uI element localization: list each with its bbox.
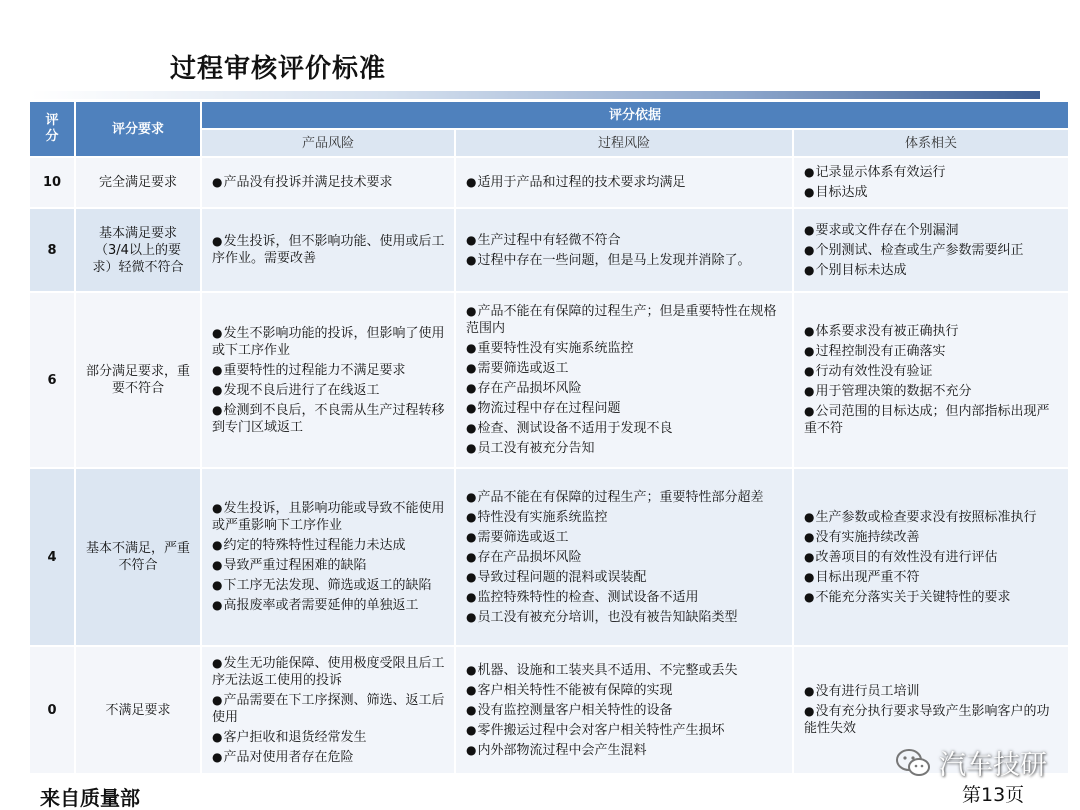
bullet-text: 改善项目的有效性没有进行评估 <box>815 549 998 565</box>
list-item <box>212 729 446 746</box>
requirement-cell: 基本满足要求（3/4以上的要求）轻微不符合 <box>75 208 201 292</box>
score-cell: 10 <box>29 157 75 208</box>
bullet-text: 检查、测试设备不适用于发现不良 <box>477 421 673 436</box>
list-item <box>804 589 1060 606</box>
bullet-text: 高报废率或者需要延伸的单独返工 <box>223 598 419 613</box>
system-bullet-list <box>804 683 1060 737</box>
process-bullet-list <box>466 232 784 269</box>
bullet-icon: ● <box>804 684 815 698</box>
bullet-icon: ● <box>804 262 815 277</box>
bullet-icon: ● <box>466 304 477 318</box>
score-cell: 0 <box>29 646 75 774</box>
bullet-icon: ● <box>804 242 815 257</box>
system-risk-cell <box>793 292 1069 468</box>
bullet-text: 体系要求没有被正确执行 <box>815 324 959 339</box>
header-basis: 评分依据 <box>201 101 1069 129</box>
process-risk-cell <box>455 468 793 646</box>
bullet-icon: ● <box>804 185 815 199</box>
system-risk-cell <box>793 468 1069 646</box>
bullet-icon: ● <box>466 682 477 697</box>
bullet-icon: ● <box>804 529 815 544</box>
bullet-text: 产品不能在有保障的过程生产；但是重要特性在规格范围内 <box>466 304 777 336</box>
header-score: 评分 <box>29 101 75 157</box>
bullet-text: 没有进行员工培训 <box>815 684 920 699</box>
bullet-text: 没有实施持续改善 <box>815 529 920 545</box>
list-item <box>212 597 446 614</box>
bullet-text: 导致过程问题的混料或误装配 <box>477 569 647 585</box>
bullet-icon: ● <box>804 384 815 398</box>
header-requirement: 评分要求 <box>75 101 201 157</box>
bullet-text: 员工没有被充分培训，也没有被告知缺陷类型 <box>477 609 738 625</box>
bullet-icon: ● <box>466 742 477 757</box>
process-bullet-list <box>466 489 784 626</box>
list-item <box>804 569 1060 586</box>
list-item <box>466 702 784 719</box>
list-item <box>212 402 446 436</box>
list-item <box>804 262 1060 279</box>
list-item <box>804 529 1060 546</box>
list-item <box>466 400 784 417</box>
bullet-text: 零件搬运过程中会对客户相关特性产生损坏 <box>477 722 725 738</box>
bullet-icon: ● <box>212 729 223 744</box>
bullet-icon: ● <box>804 404 815 418</box>
list-item <box>466 420 784 437</box>
bullet-icon: ● <box>466 529 477 544</box>
product-risk-cell <box>201 646 455 774</box>
bullet-icon: ● <box>466 381 477 395</box>
bullet-text: 下工序无法发现、筛选或返工的缺陷 <box>223 578 432 593</box>
requirement-cell: 基本不满足，严重不符合 <box>75 468 201 646</box>
process-risk-cell <box>455 157 793 208</box>
bullet-icon: ● <box>212 578 223 592</box>
list-item <box>466 174 784 191</box>
bullet-text: 发生无功能保障、使用极度受限且后工序无法返工使用的投诉 <box>212 655 445 688</box>
list-item <box>466 682 784 699</box>
list-item <box>212 362 446 379</box>
product-risk-cell <box>201 468 455 646</box>
bullet-text: 存在产品损坏风险 <box>477 549 582 565</box>
product-risk-cell <box>201 208 455 292</box>
header-system: 体系相关 <box>793 129 1069 157</box>
table-row <box>29 468 1069 646</box>
bullet-text: 发现不良后进行了在线返工 <box>223 382 380 398</box>
list-item <box>466 742 784 759</box>
bullet-icon: ● <box>466 252 477 267</box>
bullet-text: 过程中存在一些问题，但是马上发现并消除了。 <box>477 252 751 268</box>
bullet-text: 生产参数或检查要求没有按照标准执行 <box>815 509 1037 525</box>
list-item <box>466 509 784 526</box>
process-bullet-list <box>466 174 784 191</box>
system-bullet-list <box>804 222 1060 279</box>
bullet-text: 约定的特殊特性过程能力未达成 <box>223 538 406 553</box>
bullet-icon: ● <box>466 702 477 717</box>
watermark <box>895 743 1047 782</box>
bullet-text: 行动有效性没有验证 <box>815 364 933 379</box>
list-item <box>804 363 1060 380</box>
list-item <box>212 174 446 191</box>
list-item <box>804 683 1060 700</box>
list-item <box>804 184 1060 201</box>
bullet-text: 重要特性的过程能力不满足要求 <box>223 362 406 378</box>
bullet-text: 产品对使用者存在危险 <box>223 749 354 765</box>
bullet-text: 过程控制没有正确落实 <box>815 344 946 359</box>
bullet-icon: ● <box>212 538 223 552</box>
bullet-icon: ● <box>466 722 477 737</box>
list-item <box>466 360 784 377</box>
bullet-text: 客户相关特性不能被有保障的实现 <box>477 682 673 698</box>
bullet-text: 生产过程中有轻微不符合 <box>477 232 621 248</box>
system-bullet-list <box>804 509 1060 606</box>
bullet-text: 个别目标未达成 <box>815 262 907 278</box>
list-item <box>466 529 784 546</box>
bullet-text: 特性没有实施系统监控 <box>477 509 608 525</box>
bullet-icon: ● <box>466 589 477 604</box>
process-risk-cell <box>455 646 793 774</box>
bullet-icon: ● <box>212 362 223 377</box>
product-bullet-list <box>212 325 446 436</box>
bullet-icon: ● <box>212 175 223 189</box>
list-item <box>212 382 446 399</box>
list-item <box>212 749 446 766</box>
bullet-text: 导致严重过程困难的缺陷 <box>223 558 367 573</box>
bullet-text: 公司范围的目标达成；但内部指标出现严重不符 <box>804 404 1050 436</box>
bullet-text: 机器、设施和工装夹具不适用、不完整或丢失 <box>477 662 738 678</box>
bullet-text: 要求或文件存在个别漏洞 <box>815 222 959 238</box>
bullet-text: 检测到不良后，不良需从生产过程转移到专门区域返工 <box>212 402 445 435</box>
bullet-text: 发生不影响功能的投诉，但影响了使用或下工序作业 <box>212 325 445 358</box>
list-item <box>466 440 784 457</box>
bullet-icon: ● <box>212 749 223 764</box>
list-item <box>804 323 1060 340</box>
process-risk-cell <box>455 208 793 292</box>
requirement-cell: 完全满足要求 <box>75 157 201 208</box>
bullet-text: 发生投诉，但不影响功能、使用或后工序作业。需要改善 <box>212 234 445 266</box>
product-bullet-list <box>212 174 446 191</box>
list-item <box>212 500 446 534</box>
bullet-text: 不能充分落实关于关键特性的要求 <box>815 589 1011 605</box>
bullet-text: 内外部物流过程中会产生混料 <box>477 742 647 758</box>
system-risk-cell <box>793 157 1069 208</box>
list-item <box>466 569 784 586</box>
bullet-text: 没有监控测量客户相关特性的设备 <box>477 702 673 718</box>
product-risk-cell <box>201 157 455 208</box>
bullet-icon: ● <box>804 324 815 338</box>
bullet-text: 存在产品损坏风险 <box>477 381 582 396</box>
bullet-text: 重要特性没有实施系统监控 <box>477 341 634 356</box>
list-item <box>466 380 784 397</box>
bullet-icon: ● <box>466 441 477 455</box>
list-item <box>466 340 784 357</box>
bullet-icon: ● <box>804 549 815 564</box>
bullet-icon: ● <box>804 589 815 604</box>
bullet-icon: ● <box>804 222 815 237</box>
requirement-cell: 不满足要求 <box>75 646 201 774</box>
bullet-icon: ● <box>804 569 815 584</box>
bullet-icon: ● <box>466 361 477 375</box>
list-item <box>804 343 1060 360</box>
table-row <box>29 157 1069 208</box>
list-item <box>466 303 784 337</box>
bullet-icon: ● <box>212 655 223 670</box>
bullet-icon: ● <box>466 175 477 189</box>
bullet-icon: ● <box>466 489 477 504</box>
bullet-text: 客户拒收和退货经常发生 <box>223 729 367 745</box>
header-product-risk: 产品风险 <box>201 129 455 157</box>
score-cell: 8 <box>29 208 75 292</box>
requirement-cell: 部分满足要求，重要不符合 <box>75 292 201 468</box>
bullet-text: 目标出现严重不符 <box>815 569 920 585</box>
bullet-icon: ● <box>212 234 223 248</box>
bullet-text: 个别测试、检查或生产参数需要纠正 <box>815 242 1024 258</box>
system-risk-cell <box>793 208 1069 292</box>
page-number: 第13页 <box>962 784 1025 806</box>
product-bullet-list <box>212 500 446 614</box>
product-bullet-list <box>212 655 446 766</box>
page-title: 过程审核评价标准 <box>170 54 387 84</box>
bullet-text: 需要筛选或返工 <box>477 529 569 545</box>
footer-source: 来自质量部 <box>40 786 140 810</box>
bullet-icon: ● <box>212 382 223 397</box>
process-bullet-list <box>466 662 784 759</box>
bullet-icon: ● <box>212 598 223 612</box>
process-bullet-list <box>466 303 784 457</box>
bullet-icon: ● <box>212 325 223 340</box>
list-item <box>804 222 1060 239</box>
system-bullet-list <box>804 164 1060 201</box>
watermark-text: 汽车技研 <box>939 750 1047 781</box>
title-divider <box>30 91 1040 99</box>
bullet-icon: ● <box>212 692 223 707</box>
bullet-text: 产品没有投诉并满足技术要求 <box>223 175 393 190</box>
list-item <box>804 549 1060 566</box>
bullet-text: 监控特殊特性的检查、测试设备不适用 <box>477 589 699 605</box>
table-body <box>29 157 1069 774</box>
list-item <box>804 164 1060 181</box>
bullet-icon: ● <box>804 364 815 378</box>
bullet-icon: ● <box>804 344 815 358</box>
bullet-icon: ● <box>804 509 815 524</box>
bullet-text: 记录显示体系有效运行 <box>815 165 946 180</box>
bullet-text: 需要筛选或返工 <box>477 361 569 376</box>
list-item <box>212 655 446 689</box>
list-item <box>466 549 784 566</box>
bullet-text: 员工没有被充分告知 <box>477 441 595 456</box>
list-item <box>804 403 1060 437</box>
bullet-icon: ● <box>466 421 477 435</box>
bullet-icon: ● <box>466 569 477 584</box>
list-item <box>804 703 1060 737</box>
score-cell: 6 <box>29 292 75 468</box>
bullet-icon: ● <box>212 558 223 572</box>
list-item <box>212 557 446 574</box>
bullet-icon: ● <box>804 165 815 179</box>
bullet-icon: ● <box>466 609 477 624</box>
bullet-icon: ● <box>466 509 477 524</box>
bullet-text: 适用于产品和过程的技术要求均满足 <box>477 175 686 190</box>
header-process-risk: 过程风险 <box>455 129 793 157</box>
bullet-icon: ● <box>466 662 477 677</box>
bullet-text: 没有充分执行要求导致产生影响客户的功能性失效 <box>804 704 1050 736</box>
list-item <box>804 242 1060 259</box>
list-item <box>466 589 784 606</box>
bullet-text: 用于管理决策的数据不充分 <box>815 384 972 399</box>
list-item <box>466 232 784 249</box>
bullet-icon: ● <box>466 401 477 415</box>
bullet-text: 目标达成 <box>815 185 868 200</box>
list-item <box>212 233 446 267</box>
process-risk-cell <box>455 292 793 468</box>
table-row <box>29 208 1069 292</box>
criteria-table <box>28 100 1070 775</box>
list-item <box>466 662 784 679</box>
bullet-icon: ● <box>804 704 815 718</box>
list-item <box>212 537 446 554</box>
system-bullet-list <box>804 323 1060 437</box>
bullet-text: 发生投诉，且影响功能或导致不能使用或严重影响下工序作业 <box>212 501 445 533</box>
list-item <box>466 252 784 269</box>
list-item <box>466 722 784 739</box>
bullet-icon: ● <box>466 549 477 564</box>
bullet-text: 产品不能在有保障的过程生产；重要特性部分超差 <box>477 489 764 505</box>
bullet-icon: ● <box>212 402 223 417</box>
product-risk-cell <box>201 292 455 468</box>
table-row <box>29 292 1069 468</box>
bullet-text: 产品需要在下工序探测、筛选、返工后使用 <box>212 692 445 725</box>
list-item <box>212 692 446 726</box>
list-item <box>466 609 784 626</box>
list-item <box>804 383 1060 400</box>
wechat-icon <box>895 748 931 778</box>
list-item <box>212 577 446 594</box>
bullet-icon: ● <box>466 232 477 247</box>
score-cell: 4 <box>29 468 75 646</box>
product-bullet-list <box>212 233 446 267</box>
bullet-icon: ● <box>212 501 223 515</box>
list-item <box>804 509 1060 526</box>
bullet-icon: ● <box>466 341 477 355</box>
list-item <box>212 325 446 359</box>
list-item <box>466 489 784 506</box>
bullet-text: 物流过程中存在过程问题 <box>477 401 621 416</box>
